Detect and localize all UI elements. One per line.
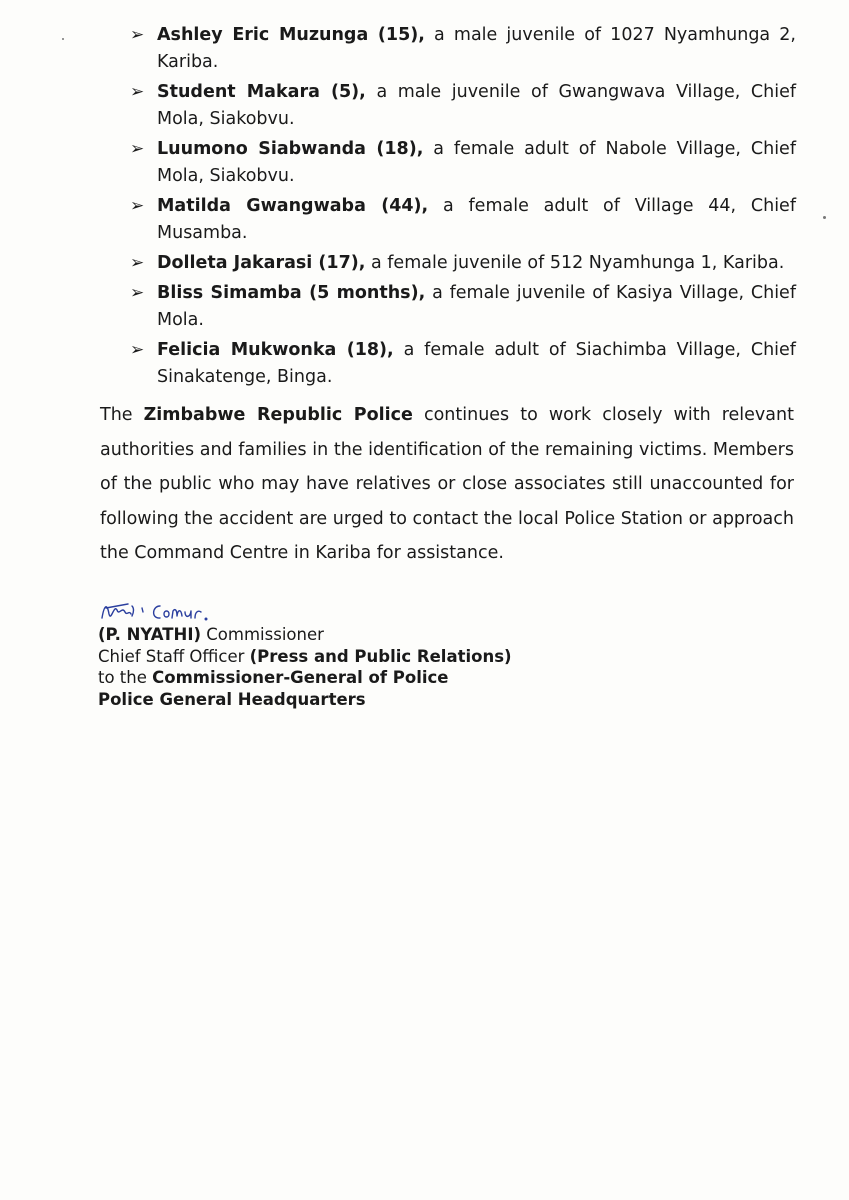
arrow-bullet-icon: ➢ — [130, 283, 145, 303]
victim-item — [130, 193, 796, 247]
victim-details: a male juvenile of 1027 Nyamhunga 2, Kariba. — [157, 25, 796, 72]
arrow-bullet-icon: ➢ — [130, 253, 145, 273]
headquarters-line — [98, 689, 618, 711]
victim-item — [130, 250, 796, 277]
victim-details: a female adult of Village 44, Chief Musamba. — [157, 196, 796, 243]
signature-block — [98, 624, 618, 710]
victim-item — [130, 337, 796, 391]
victim-details: a female juvenile of 512 Nyamhunga 1, Kariba. — [370, 253, 785, 273]
paragraph-body: continues to work closely with relevant authorities and families in the identification of the remaining victims. Members of the public who may have relatives or close associates still unaccounted for following the accident are urged to contact the local Police Station or approach the Command Centre in Kariba for assistance. — [100, 405, 794, 564]
headquarters-name: Police General Headquarters — [98, 689, 366, 709]
signatory-line — [98, 624, 618, 646]
arrow-bullet-icon: ➢ — [130, 196, 145, 216]
recipient-name: Commissioner-General of Police — [152, 668, 449, 687]
victim-details: a female adult of Siachimba Village, Chief Sinakatenge, Binga. — [157, 340, 796, 387]
signatory-rank: Commissioner — [206, 625, 324, 644]
arrow-bullet-icon: ➢ — [130, 340, 145, 360]
victim-name: Luumono Siabwanda (18), — [157, 139, 424, 159]
title-department: (Press and Public Relations) — [249, 646, 512, 666]
title-prefix: Chief Staff Officer — [98, 646, 245, 666]
paragraph-lead: The — [100, 405, 133, 425]
recipient-line — [98, 667, 618, 689]
victim-name: Matilda Gwangwaba (44), — [157, 196, 429, 216]
arrow-bullet-icon: ➢ — [130, 82, 145, 102]
arrow-bullet-icon: ➢ — [130, 139, 145, 159]
victim-details: a female adult of Nabole Village, Chief Mola, Siakobvu. — [157, 139, 796, 186]
victim-name: Felicia Mukwonka (18), — [157, 340, 394, 360]
victim-name: Student Makara (5), — [157, 82, 366, 102]
signatory-title-line — [98, 646, 618, 668]
victim-item — [130, 136, 796, 190]
body-paragraph — [100, 398, 794, 571]
victim-name: Dolleta Jakarasi (17), — [157, 253, 366, 273]
victim-details: a female juvenile of Kasiya Village, Chief Mola. — [157, 283, 796, 330]
victim-details: a male juvenile of Gwangwava Village, Chief Mola, Siakobvu. — [157, 82, 796, 129]
scan-speck — [62, 38, 64, 40]
handwritten-signature — [98, 594, 268, 628]
arrow-bullet-icon: ➢ — [130, 25, 145, 45]
recipient-prefix: to the — [98, 668, 147, 687]
victim-name: Ashley Eric Muzunga (15), — [157, 25, 425, 45]
victim-item — [130, 280, 796, 334]
organization-name: Zimbabwe Republic Police — [143, 405, 413, 425]
victim-list — [130, 22, 796, 394]
victim-item — [130, 22, 796, 76]
victim-name: Bliss Simamba (5 months), — [157, 283, 426, 303]
scan-speck — [823, 216, 826, 219]
signatory-name: (P. NYATHI) — [98, 625, 202, 644]
victim-item — [130, 79, 796, 133]
